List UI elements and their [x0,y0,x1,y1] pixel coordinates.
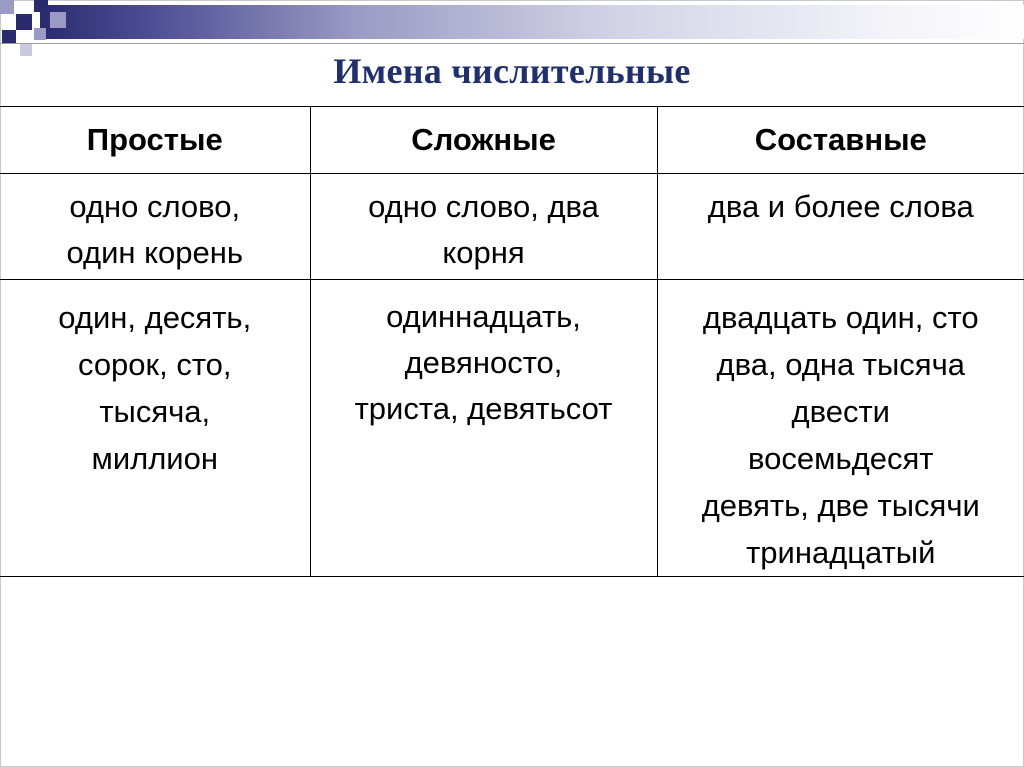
text-line: девяносто, [404,345,563,380]
definition-compound [657,174,1024,280]
header-compound: Составные [657,107,1024,174]
page-title: Имена числительные [333,51,691,91]
text-line: триста, девятьсот [354,391,613,426]
examples-simple [0,280,310,577]
text-line: один, десять, [58,300,252,335]
text-line: тысяча, [99,394,211,429]
text-line: одно слово, [69,189,241,224]
numerals-table [0,106,1024,577]
text-line: два и более слова [707,189,974,224]
text-line: один корень [66,235,244,270]
text-line: одиннадцать, [386,299,581,334]
header-complex: Сложные [310,107,657,174]
header-gradient-bar [40,5,1024,39]
text-line: корня [442,235,525,270]
table-header-row [0,107,1024,174]
text-line: два, одна тысяча [716,347,965,382]
text-line: двести [791,394,890,429]
table-row-examples [0,280,1024,577]
examples-complex [310,280,657,577]
text-line: девять, две тысячи [701,488,980,523]
text-line: двадцать один, сто [702,300,979,335]
text-line: тринадцатый [746,535,936,570]
table-row-definitions [0,174,1024,280]
text-line: сорок, сто, [77,347,232,382]
definition-complex [310,174,657,280]
text-line: миллион [91,441,218,476]
text-line: одно слово, два [368,189,599,224]
text-line: восемьдесят [748,441,934,476]
definition-simple [0,174,310,280]
header-simple: Простые [0,107,310,174]
title-divider [0,43,1024,44]
examples-compound [657,280,1024,577]
